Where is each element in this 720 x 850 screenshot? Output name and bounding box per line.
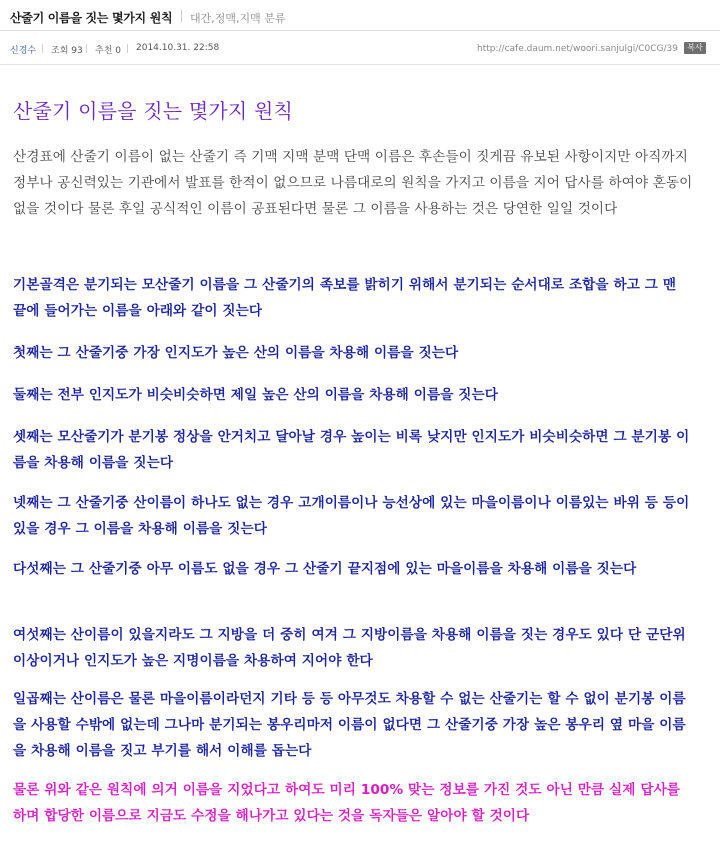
meta-divider <box>127 44 128 53</box>
post-title: 산줄기 이름을 짓는 몇가지 원칙 <box>10 11 173 25</box>
post-meta <box>0 31 720 65</box>
view-count: 조회 93 <box>51 46 83 56</box>
meta-divider <box>42 44 43 53</box>
post-header <box>0 0 720 31</box>
category-link[interactable]: 대간,정맥,지맥 분류 <box>190 12 286 25</box>
rule-second: 둘째는 전부 인지도가 비슷비슷하면 제일 높은 산의 이름을 차용해 이름을 짓는다 <box>13 387 498 403</box>
rule-sixth: 여섯째는 산이름이 있을지라도 그 지방을 더 중히 여겨 그 지방이름을 차용해 이름을 짓는 경우도 있다 단 군단위 이상이거나 인지도가 높은 지명이름을 차용하여 지어야 한다 <box>13 627 686 669</box>
article-heading: 산줄기 이름을 짓는 몇가지 원칙 <box>13 99 293 123</box>
rule-third: 셋째는 모산줄기가 분기봉 정상을 안거치고 달아날 경우 높이는 비록 낮지만 인지도가 비슷비슷하면 그 분기봉 이름을 차용해 이름을 짓는다 <box>13 429 690 471</box>
header-divider <box>181 10 182 22</box>
rule-fourth: 넷째는 그 산줄기중 산이름이 하나도 없는 경우 고개이름이나 능선상에 있는 마을이름이나 이름있는 바위 등 등이 있을 경우 그 이름을 차용해 이름을 짓는다 <box>13 495 690 537</box>
meta-divider <box>86 44 87 53</box>
rule-fifth: 다섯째는 그 산줄기중 아무 이름도 없을 경우 그 산줄기 끝지점에 있는 마을이름을 차용해 이름을 짓는다 <box>13 561 637 577</box>
rule-first: 첫째는 그 산줄기중 가장 인지도가 높은 산의 이름을 차용해 이름을 짓는다 <box>13 345 459 361</box>
intro-paragraph: 산경표에 산줄기 이름이 없는 산줄기 즉 기맥 지맥 분맥 단맥 이름은 후손들이 짓게끔 유보된 사항이지만 아직까지 정부나 공신력있는 기관에서 발표를 한적이 없으므로 나름대로의 원칙을 가지고 이름을 지어 답사를 하여야 혼동이 없을 것이다 물론 후일 공식적인 이름이 공표된다면 물론 그 이름을 사용하는 것은 당연한 일일 것이다 <box>13 149 693 217</box>
copy-url-button[interactable]: 복사 <box>684 42 706 54</box>
rule-basic-structure: 기본골격은 분기되는 모산줄기 이름을 그 산줄기의 족보를 밝히기 위해서 분기되는 순서대로 조합을 하고 그 맨 끝에 들어가는 이름을 아래와 같이 짓는다 <box>13 277 677 319</box>
closing-note: 물론 위와 같은 원칙에 의거 이름을 지었다고 하여도 미리 100% 맞는 정보를 가진 것도 아닌 만큼 실제 답사를 하며 합당한 이름으로 지금도 수정을 해나가고 있다는 것을 독자들은 알아야 할 것이다 <box>13 782 681 824</box>
author-link[interactable]: 신경수 <box>10 46 37 56</box>
rule-seventh: 일곱째는 산이름은 물론 마을이름이라던지 기타 등 등 아무것도 차용할 수 없는 산줄기는 할 수 없이 분기봉 이름을 사용할 수밖에 없는데 그나마 분기되는 봉우리마저 이름이 없다면 그 산줄기중 가장 높은 봉우리 옆 마을 이름을 차용해 이름을 짓고 부기를 해서 이해를 돕는다 <box>13 691 686 759</box>
post-date: 2014.10.31. 22:58 <box>136 43 220 53</box>
recommend-count: 추천 0 <box>95 46 121 56</box>
post-url[interactable]: http://cafe.daum.net/woori.sanjulgi/C0CG/39 <box>477 44 679 54</box>
